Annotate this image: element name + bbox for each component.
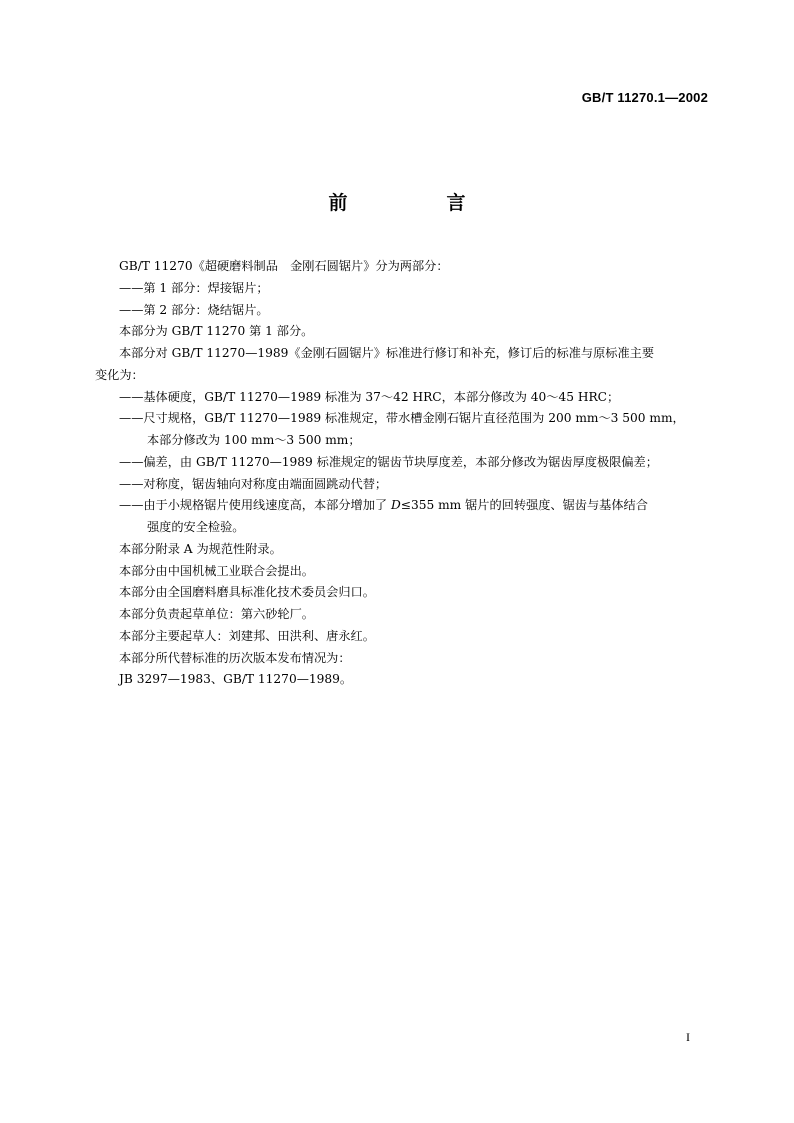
paragraph-revision-line-2: 变化为： <box>95 367 144 382</box>
diameter-symbol: D <box>391 498 401 513</box>
paragraph-proposed-by: 本部分由中国机械工业联合会提出。 <box>119 563 314 578</box>
list-item-hardness: ——基体硬度，GB/T 11270—1989 标准为 37～42 HRC，本部分修改为 40～45 HRC； <box>119 389 620 404</box>
list-item-dimensions-cont: 本部分修改为 100 mm～3 500 mm； <box>147 433 361 447</box>
paragraph-centralized-by: 本部分由全国磨料磨具标准化技术委员会归口。 <box>119 585 375 600</box>
foreword-body <box>95 256 709 691</box>
paragraph-drafting-unit: 本部分负责起草单位：第六砂轮厂。 <box>119 607 314 621</box>
list-item-symmetry: ——对称度，锯齿轴向对称度由端面圆跳动代替； <box>119 476 388 491</box>
paragraph-this-part: 本部分为 GB/T 11270 第 1 部分。 <box>119 324 314 339</box>
safety-test-text-a: ——由于小规格锯片使用线速度高，本部分增加了 <box>119 498 391 513</box>
list-item-safety-test <box>95 495 709 517</box>
safety-test-text-b: ≤355 mm 锯片的回转强度、锯齿与基体结合 <box>400 498 648 513</box>
standard-number: GB/T 11270.1—2002 <box>581 90 708 105</box>
list-item-deviation: ——偏差，由 GB/T 11270—1989 标准规定的锯齿节块厚度差，本部分修改为锯齿厚度极限偏差； <box>119 454 658 469</box>
page-title: 前 言 <box>328 192 506 214</box>
list-item-dimensions: ——尺寸规格，GB/T 11270—1989 标准规定，带水槽金刚石锯片直径范围为 200 mm～3 500 mm， <box>119 411 685 426</box>
paragraph-revision-line-1: 本部分对 GB/T 11270—1989《金刚石圆锯片》标准进行修订和补充，修订后的标准与原标准主要 <box>119 346 655 360</box>
list-item-part-1: ——第 1 部分：焊接锯片； <box>119 280 269 295</box>
paragraph-history-intro: 本部分所代替标准的历次版本发布情况为： <box>119 650 351 665</box>
page-number: I <box>686 1030 690 1044</box>
paragraph-history-versions: JB 3297—1983、GB/T 11270—1989。 <box>119 672 353 687</box>
list-item-part-2: ——第 2 部分：烧结锯片。 <box>119 302 269 317</box>
paragraph-annex: 本部分附录 A 为规范性附录。 <box>119 541 282 556</box>
list-item-safety-test-cont: 强度的安全检验。 <box>147 520 245 534</box>
paragraph-drafters: 本部分主要起草人：刘建邦、田洪利、唐永红。 <box>119 628 375 643</box>
paragraph-parts-intro: GB/T 11270《超硬磨料制品 金刚石圆锯片》分为两部分： <box>119 259 449 273</box>
